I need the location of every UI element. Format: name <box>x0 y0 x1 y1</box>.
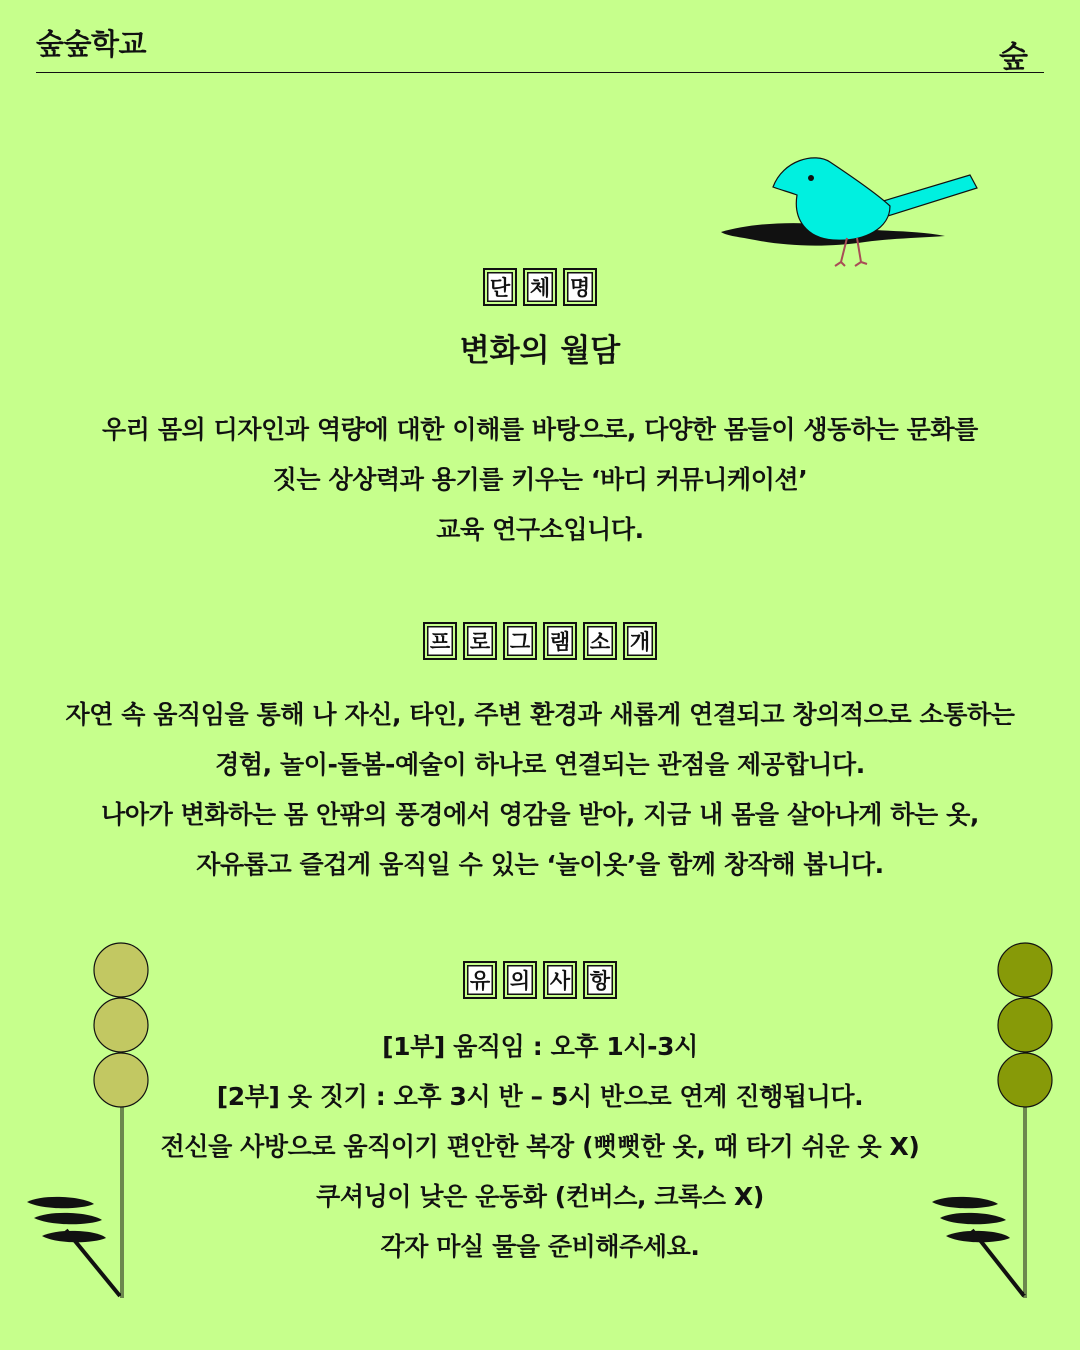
label-char: 항 <box>583 961 617 999</box>
note-line: 전신을 사방으로 움직이기 편안한 복장 (뻣뻣한 옷, 때 타기 쉬운 옷 X) <box>160 1132 920 1161</box>
label-char: 사 <box>543 961 577 999</box>
plant-bud <box>998 943 1052 997</box>
label-char: 램 <box>543 622 577 660</box>
bird-illustration <box>715 150 985 270</box>
program-line: 나아가 변화하는 몸 안팎의 풍경에서 영감을 받아, 지금 내 몸을 살아나게 하는 옷, <box>101 800 979 829</box>
plant-bud <box>998 1053 1052 1107</box>
plant-bud <box>94 943 148 997</box>
label-char: 프 <box>423 622 457 660</box>
program-description <box>40 690 1040 890</box>
note-line: 각자 마실 물을 준비해주세요. <box>380 1232 700 1261</box>
plant-right-illustration <box>924 938 1064 1308</box>
bird-eye <box>808 175 814 181</box>
note-line: [1부] 움직임 : 오후 1시-3시 <box>382 1032 698 1061</box>
label-char: 체 <box>523 268 557 306</box>
program-line: 자연 속 움직임을 통해 나 자신, 타인, 주변 환경과 새롭게 연결되고 창의적으로 소통하는 <box>65 700 1015 729</box>
description-line: 짓는 상상력과 용기를 키우는 ‘바디 커뮤니케이션’ <box>272 465 808 494</box>
plant-bud <box>94 998 148 1052</box>
plant-left-illustration <box>22 938 162 1308</box>
note-line: 쿠셔닝이 낮은 운동화 (컨버스, 크록스 X) <box>316 1182 764 1211</box>
note-line: [2부] 옷 짓기 : 오후 3시 반 – 5시 반으로 연계 진행됩니다. <box>216 1082 864 1111</box>
label-char: 개 <box>623 622 657 660</box>
label-char: 로 <box>463 622 497 660</box>
plant-leaf <box>34 1213 102 1224</box>
label-char: 의 <box>503 961 537 999</box>
label-char: 유 <box>463 961 497 999</box>
label-char: 단 <box>483 268 517 306</box>
brand-name: 숲숲학교 <box>36 27 147 61</box>
notes-list <box>140 1022 940 1272</box>
header <box>36 22 1044 73</box>
plant-leaf <box>27 1197 94 1208</box>
notes-label <box>0 961 1080 999</box>
org-label <box>0 268 1080 306</box>
description-line: 교육 연구소입니다. <box>436 515 644 544</box>
program-line: 자유롭고 즐겁게 움직일 수 있는 ‘놀이옷’을 함께 창작해 봅니다. <box>196 850 884 879</box>
label-char: 소 <box>583 622 617 660</box>
label-char: 명 <box>563 268 597 306</box>
plant-leaf <box>932 1197 998 1208</box>
description-line: 우리 몸의 디자인과 역량에 대한 이해를 바탕으로, 다양한 몸들이 생동하는 문화를 <box>102 415 978 444</box>
plant-bud <box>998 998 1052 1052</box>
org-description <box>40 405 1040 555</box>
plant-leaf <box>940 1213 1006 1224</box>
label-char: 그 <box>503 622 537 660</box>
brand-mark: 숲 <box>999 40 1028 75</box>
program-label <box>0 622 1080 660</box>
program-line: 경험, 놀이-돌봄-예술이 하나로 연결되는 관점을 제공합니다. <box>215 750 865 779</box>
org-name: 변화의 월담 <box>459 333 621 369</box>
plant-bud <box>94 1053 148 1107</box>
